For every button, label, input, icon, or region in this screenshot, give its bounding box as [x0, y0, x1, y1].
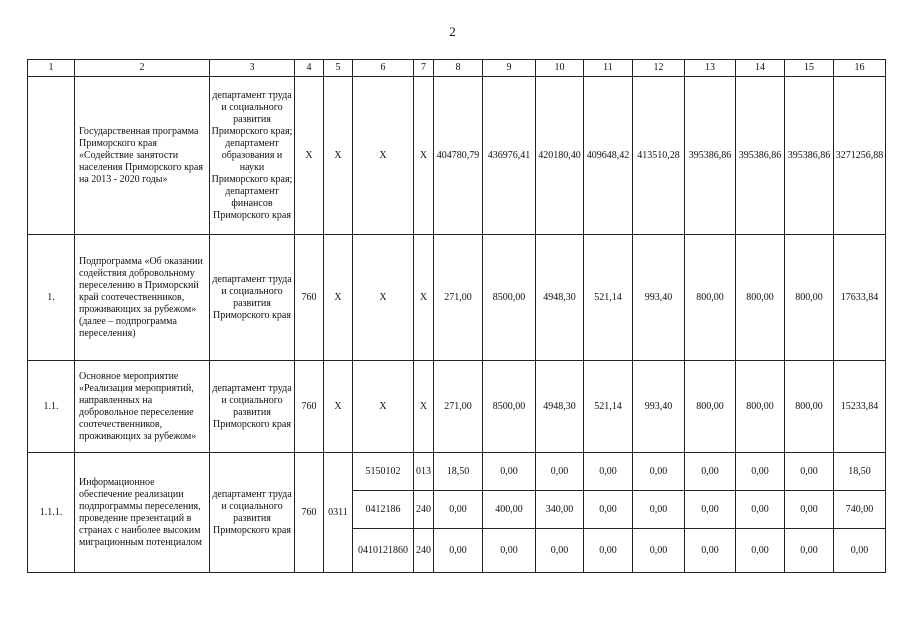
value-cell: 0,00 [536, 453, 584, 491]
code-col6: X [353, 77, 414, 235]
value-cell: 0,00 [834, 529, 886, 573]
executor: департамент труда и социального развития Приморского края [210, 453, 295, 573]
header-row [28, 60, 886, 77]
value-cell: 0,00 [736, 491, 785, 529]
column-header: 2 [75, 60, 210, 77]
value-cell: 0,00 [685, 453, 736, 491]
value-cell: 0,00 [584, 453, 633, 491]
value-cell: 404780,79 [434, 77, 483, 235]
code-col6: 0410121860 [353, 529, 414, 573]
value-cell: 800,00 [736, 235, 785, 361]
value-cell: 3271256,88 [834, 77, 886, 235]
code-col5: X [324, 235, 353, 361]
value-cell: 0,00 [584, 491, 633, 529]
code-col4: 760 [295, 361, 324, 453]
column-header: 4 [295, 60, 324, 77]
code-col4: X [295, 77, 324, 235]
table-row [28, 77, 886, 235]
value-cell: 800,00 [685, 235, 736, 361]
value-cell: 800,00 [736, 361, 785, 453]
code-col5: X [324, 77, 353, 235]
value-cell: 395386,86 [785, 77, 834, 235]
value-cell: 993,40 [633, 361, 685, 453]
value-cell: 4948,30 [536, 361, 584, 453]
value-cell: 17633,84 [834, 235, 886, 361]
code-col7: X [414, 361, 434, 453]
code-col4: 760 [295, 453, 324, 573]
value-cell: 0,00 [434, 491, 483, 529]
value-cell: 0,00 [584, 529, 633, 573]
program-name: Основное мероприятие «Реализация мероприятий, направленных на добровольное переселение соотечественников, проживающих за рубежом» [75, 361, 210, 453]
column-header: 3 [210, 60, 295, 77]
row-number: 1.1.1. [28, 453, 75, 573]
value-cell: 409648,42 [584, 77, 633, 235]
column-header: 13 [685, 60, 736, 77]
column-header: 12 [633, 60, 685, 77]
value-cell: 395386,86 [736, 77, 785, 235]
value-cell: 420180,40 [536, 77, 584, 235]
executor: департамент труда и социального развития Приморского края; департамент образования и науки Приморского края; департамент финансов Приморского края [210, 77, 295, 235]
value-cell: 15233,84 [834, 361, 886, 453]
code-col6: X [353, 361, 414, 453]
value-cell: 413510,28 [633, 77, 685, 235]
column-header: 8 [434, 60, 483, 77]
value-cell: 395386,86 [685, 77, 736, 235]
value-cell: 0,00 [483, 529, 536, 573]
value-cell: 0,00 [785, 529, 834, 573]
code-col7: X [414, 235, 434, 361]
value-cell: 0,00 [785, 453, 834, 491]
value-cell: 740,00 [834, 491, 886, 529]
table-row [28, 361, 886, 453]
value-cell: 0,00 [434, 529, 483, 573]
column-header: 10 [536, 60, 584, 77]
value-cell: 4948,30 [536, 235, 584, 361]
column-header: 15 [785, 60, 834, 77]
column-header: 9 [483, 60, 536, 77]
executor: департамент труда и социального развития Приморского края [210, 235, 295, 361]
column-header: 7 [414, 60, 434, 77]
value-cell: 0,00 [483, 453, 536, 491]
value-cell: 18,50 [434, 453, 483, 491]
table-row [28, 235, 886, 361]
value-cell: 0,00 [685, 529, 736, 573]
code-col7: 240 [414, 529, 434, 573]
program-name: Подпрограмма «Об оказании содействия добровольному переселению в Приморский край соотечественников, проживающих за рубежом» (далее – подпрограмма переселения) [75, 235, 210, 361]
code-col7: 013 [414, 453, 434, 491]
table-row [28, 453, 886, 491]
executor: департамент труда и социального развития Приморского края [210, 361, 295, 453]
value-cell: 0,00 [685, 491, 736, 529]
value-cell: 521,14 [584, 361, 633, 453]
row-number: 1.1. [28, 361, 75, 453]
program-name: Информационное обеспечение реализации подпрограммы переселения, проведение презентаций в странах с наиболее высоким миграционным потенциалом [75, 453, 210, 573]
value-cell: 0,00 [536, 529, 584, 573]
value-cell: 0,00 [633, 491, 685, 529]
code-col6: X [353, 235, 414, 361]
value-cell: 993,40 [633, 235, 685, 361]
budget-table [27, 59, 886, 573]
value-cell: 521,14 [584, 235, 633, 361]
code-col7: 240 [414, 491, 434, 529]
value-cell: 0,00 [633, 453, 685, 491]
column-header: 16 [834, 60, 886, 77]
value-cell: 800,00 [685, 361, 736, 453]
code-col7: X [414, 77, 434, 235]
column-header: 1 [28, 60, 75, 77]
value-cell: 8500,00 [483, 361, 536, 453]
code-col6: 0412186 [353, 491, 414, 529]
value-cell: 436976,41 [483, 77, 536, 235]
value-cell: 8500,00 [483, 235, 536, 361]
code-col5: X [324, 361, 353, 453]
value-cell: 18,50 [834, 453, 886, 491]
code-col4: 760 [295, 235, 324, 361]
value-cell: 271,00 [434, 361, 483, 453]
code-col5: 0311 [324, 453, 353, 573]
value-cell: 800,00 [785, 235, 834, 361]
column-header: 11 [584, 60, 633, 77]
value-cell: 271,00 [434, 235, 483, 361]
page-number: 2 [449, 24, 456, 39]
program-name: Государственная программа Приморского края «Содействие занятости населения Приморского края на 2013 - 2020 годы» [75, 77, 210, 235]
value-cell: 0,00 [736, 453, 785, 491]
value-cell: 0,00 [785, 491, 834, 529]
value-cell: 400,00 [483, 491, 536, 529]
value-cell: 0,00 [736, 529, 785, 573]
column-header: 6 [353, 60, 414, 77]
column-header: 14 [736, 60, 785, 77]
value-cell: 800,00 [785, 361, 834, 453]
row-number [28, 77, 75, 235]
code-col6: 5150102 [353, 453, 414, 491]
value-cell: 340,00 [536, 491, 584, 529]
column-header: 5 [324, 60, 353, 77]
value-cell: 0,00 [633, 529, 685, 573]
row-number: 1. [28, 235, 75, 361]
